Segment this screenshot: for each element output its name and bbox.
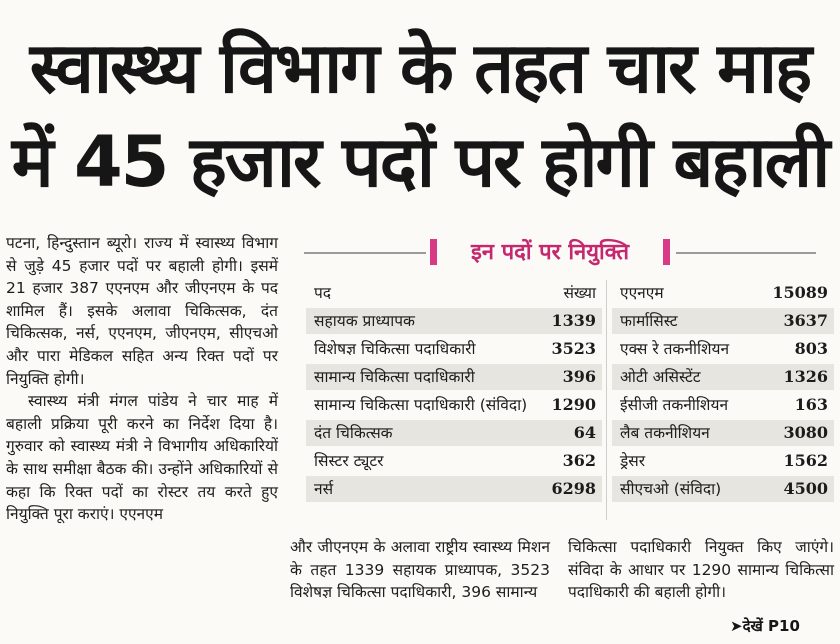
table-row (612, 336, 834, 362)
table-row (612, 392, 834, 418)
post-count: 1290 (551, 395, 596, 414)
table-row (612, 420, 834, 446)
post-name: एक्स रे तकनीशियन (620, 340, 730, 358)
appointments-table (290, 230, 834, 522)
post-count: 803 (794, 339, 828, 358)
post-count: 4500 (783, 479, 828, 498)
table-row (306, 364, 602, 390)
post-name: ड्रेसर (620, 452, 646, 470)
post-count: 3523 (551, 339, 596, 358)
see-page-reference: ➤देखें P10 (730, 617, 800, 635)
post-count: 163 (794, 395, 828, 414)
article-middle-column: और जीएनएम के अलावा राष्ट्रीय स्वास्थ्य मिशन के तहत 1339 सहायक प्राध्यापक, 3523 विशेषज्ञ चिकित्सा पदाधिकारी, 396 सामान्य (290, 538, 550, 602)
table-title: इन पदों पर नियुक्ति (470, 240, 630, 265)
post-name: सीएचओ (संविदा) (620, 480, 722, 498)
post-count: 15089 (772, 283, 828, 302)
headline-line-2: में 45 हजार पदों पर होगी बहाली (11, 121, 829, 203)
header-post: पद (314, 284, 332, 302)
post-count: 1562 (783, 451, 828, 470)
post-count: 1339 (551, 311, 596, 330)
table-row (612, 476, 834, 502)
post-name: दंत चिकित्सक (314, 424, 393, 442)
table-row (612, 364, 834, 390)
title-rule-left (304, 252, 426, 254)
post-count: 3080 (783, 423, 828, 442)
table-row (306, 420, 602, 446)
article-left-column (6, 232, 278, 526)
post-name: सिस्टर ट्यूटर (314, 452, 384, 470)
post-name: विशेषज्ञ चिकित्सा पदाधिकारी (314, 340, 476, 358)
post-name: सामान्य चिकित्सा पदाधिकारी (314, 368, 475, 386)
table-row (306, 448, 602, 474)
article-right-column: चिकित्सा पदाधिकारी नियुक्त किए जाएंगे। संविदा के आधार पर 1290 सामान्य चिकित्सा पदाधिकारी की बहाली होगी। (568, 538, 834, 602)
table-row (612, 280, 834, 306)
article-paragraph-2: स्वास्थ्य मंत्री मंगल पांडेय ने चार माह में बहाली प्रक्रिया पूरी करने का निर्देश दिया है। गुरुवार को स्वास्थ्य मंत्री ने विभागीय अधिकारियों के साथ समीक्षा बैठक की। उन्होंने अधिकारियों से कहा कि रिक्त पदों का रोस्टर तय करते हुए नियुक्ति पूरा कराएं। एएनएम (6, 392, 278, 524)
header-count: संख्या (563, 284, 596, 302)
post-name: सहायक प्राध्यापक (314, 312, 415, 330)
post-name: लैब तकनीशियन (620, 424, 710, 442)
post-name: ओटी असिस्टेंट (620, 368, 701, 386)
table-row (306, 308, 602, 334)
post-count: 6298 (551, 479, 596, 498)
headline-line-1: स्वास्थ्य विभाग के तहत चार माह (29, 27, 811, 109)
post-count: 64 (573, 423, 596, 442)
table-row (612, 308, 834, 334)
post-count: 1326 (783, 367, 828, 386)
table-header-row (306, 280, 602, 306)
title-rule-right (676, 252, 816, 254)
post-name: फार्मासिस्ट (620, 312, 678, 330)
table-row (306, 336, 602, 362)
post-name: ईसीजी तकनीशियन (620, 396, 729, 414)
post-name: सामान्य चिकित्सा पदाधिकारी (संविदा) (314, 396, 528, 414)
post-count: 396 (562, 367, 596, 386)
table-row (306, 392, 602, 418)
table-row (612, 448, 834, 474)
post-name: एएनएम (620, 284, 664, 302)
table-row (306, 476, 602, 502)
post-count: 3637 (783, 311, 828, 330)
column-divider (606, 280, 607, 520)
post-name: नर्स (314, 480, 334, 498)
post-count: 362 (562, 451, 596, 470)
article-paragraph-1: पटना, हिन्दुस्तान ब्यूरो। राज्य में स्वास्थ्य विभाग से जुड़े 45 हजार पदों पर बहाली होगी। इसमें 21 हजार 387 एएनएम और जीएनएम के पद शामिल हैं। इसके अलावा चिकित्सक, दंत चिकित्सक, नर्स, एएनएम, जीएनएम, सीएचओ और पारा मेडिकल सहित अन्य रिक्त पदों पर नियुक्ति होगी। (6, 234, 278, 388)
